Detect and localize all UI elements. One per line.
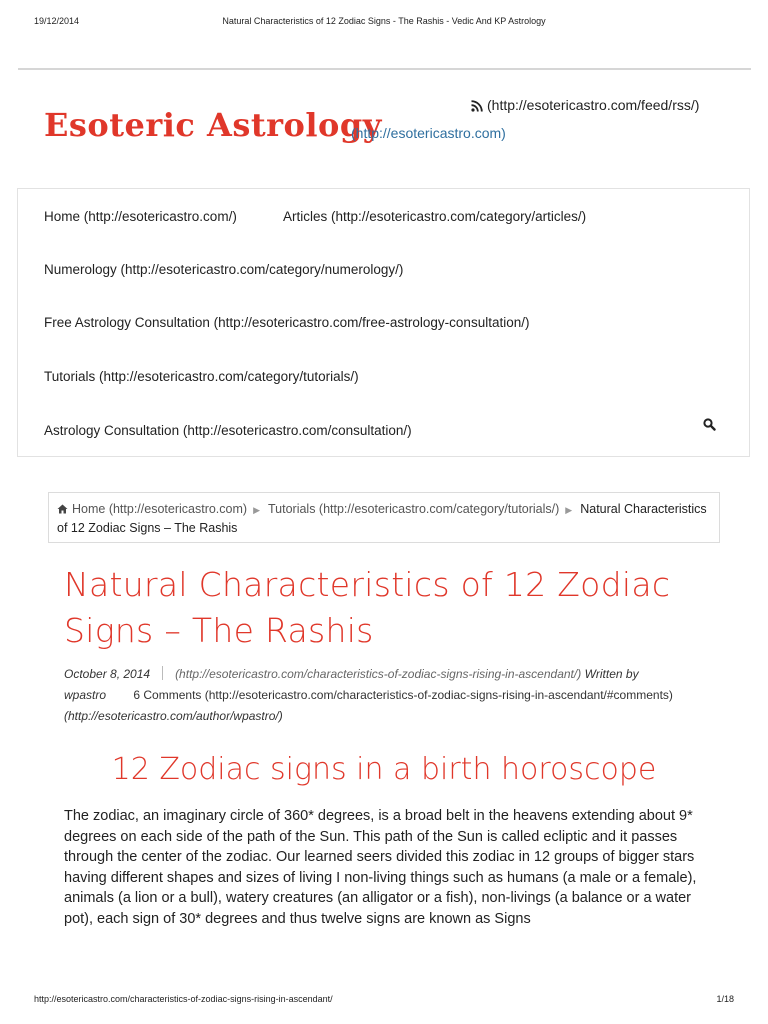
article-author[interactable]: wpastro xyxy=(64,688,107,702)
rss-icon xyxy=(471,100,483,112)
main-navigation xyxy=(17,188,750,457)
rss-label: (http://esotericastro.com/feed/rss/) xyxy=(487,97,700,113)
comments-link[interactable]: 6 Comments (http://esotericastro.com/characteristics-of-zodiac-signs-rising-in-ascendant/#comments) xyxy=(133,688,673,702)
nav-item-home[interactable]: Home (http://esotericastro.com/) xyxy=(44,209,237,224)
site-logo[interactable]: Esoteric Astrology xyxy=(44,106,382,144)
nav-item-numerology[interactable]: Numerology (http://esotericastro.com/category/numerology/) xyxy=(44,262,404,277)
breadcrumb-home[interactable]: Home (http://esotericastro.com) xyxy=(72,502,248,516)
nav-item-tutorials[interactable]: Tutorials (http://esotericastro.com/category/tutorials/) xyxy=(44,369,359,384)
breadcrumb-tutorials[interactable]: Tutorials (http://esotericastro.com/category/tutorials/) xyxy=(267,502,560,516)
top-divider xyxy=(18,68,751,70)
nav-item-consultation[interactable]: Astrology Consultation (http://esotericastro.com/consultation/) xyxy=(44,423,412,438)
print-header xyxy=(0,16,768,30)
written-by-label: Written by xyxy=(584,667,639,681)
print-date: 19/12/2014 xyxy=(34,16,80,26)
article-date: October 8, 2014 xyxy=(64,667,151,681)
search-icon[interactable] xyxy=(703,418,716,436)
chevron-right-icon: ▶ xyxy=(253,505,260,515)
author-url[interactable]: (http://esotericastro.com/author/wpastro/) xyxy=(64,709,283,723)
rss-link[interactable] xyxy=(471,97,699,113)
article-permalink[interactable]: (http://esotericastro.com/characteristics-of-zodiac-signs-rising-in-ascendant/) xyxy=(175,667,582,681)
nav-item-articles[interactable]: Articles (http://esotericastro.com/category/articles/) xyxy=(283,209,587,224)
page-number: 1/18 xyxy=(716,994,734,1004)
print-footer-url: http://esotericastro.com/characteristics-of-zodiac-signs-rising-in-ascendant/ xyxy=(34,994,333,1004)
breadcrumb xyxy=(48,492,720,543)
article-meta xyxy=(64,664,714,727)
print-title: Natural Characteristics of 12 Zodiac Signs - The Rashis - Vedic And KP Astrology xyxy=(222,16,546,26)
meta-divider xyxy=(162,666,163,680)
chevron-right-icon: ▶ xyxy=(565,505,573,515)
home-icon xyxy=(57,504,68,514)
article-title: Natural Characteristics of 12 Zodiac Signs – The Rashis xyxy=(64,565,671,650)
breadcrumb-current: Natural Characteristics of 12 Zodiac Signs – The Rashis xyxy=(57,502,707,535)
article-subheading: 12 Zodiac signs in a birth horoscope xyxy=(111,752,657,787)
article-paragraph: The zodiac, an imaginary circle of 360* degrees, is a broad belt in the heavens extending about 9* degrees on each side of the path of the Sun. This path of the Sun is called ecliptic and it passes through the center of the zodiac. Our learned seers divided this zodiac in 12 groups of bigger stars having different shapes and sizes of living I non-living things such as humans (a male or a female), animals (a lion or a bull), watery creatures (an alligator or a fish), non-livings (a balance or a water pot), each sign of 30* degrees and thus twelve signs are known as Signs xyxy=(64,808,697,927)
nav-item-free-consultation[interactable]: Free Astrology Consultation (http://esotericastro.com/free-astrology-consultation/) xyxy=(44,315,530,330)
site-logo-url[interactable]: (http://esotericastro.com) xyxy=(351,125,506,141)
